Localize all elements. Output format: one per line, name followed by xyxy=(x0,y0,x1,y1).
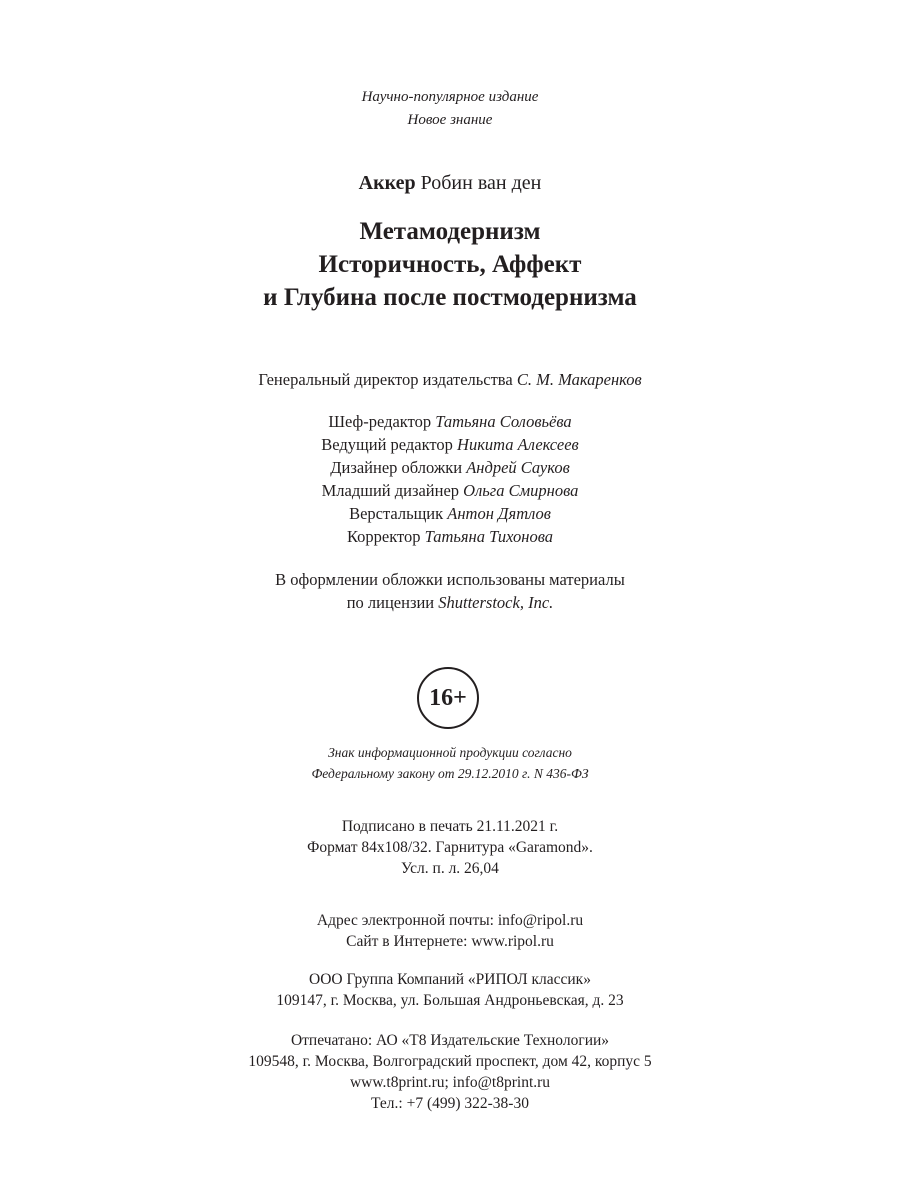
credit-role: Ведущий редактор xyxy=(321,435,453,454)
printed-sheets: Усл. п. л. 26,04 xyxy=(401,860,499,877)
credit-name: Татьяна Соловьёва xyxy=(435,412,572,431)
book-title xyxy=(0,215,900,314)
credit-name: Никита Алексеев xyxy=(457,435,579,454)
series-info xyxy=(0,86,900,132)
printer-phone: Тел.: +7 (499) 322-38-30 xyxy=(371,1095,529,1112)
title-line-2: Историчность, Аффект xyxy=(318,251,582,278)
publisher-contacts xyxy=(0,910,900,952)
printer-address: 109548, г. Москва, Волгоградский проспект, дом 42, корпус 5 xyxy=(248,1053,652,1070)
cover-note-line-2 xyxy=(0,591,900,614)
credits-list xyxy=(0,410,900,548)
credit-proofreader xyxy=(0,525,900,548)
director-name: С. М. Макаренков xyxy=(516,370,642,389)
author-given-names: Робин ван ден xyxy=(420,172,542,194)
credit-name: Татьяна Тихонова xyxy=(424,527,554,546)
author-line xyxy=(0,170,900,196)
license-holder: Shutterstock, Inc. xyxy=(438,593,554,612)
credit-lead-editor xyxy=(0,433,900,456)
credit-role: Шеф-редактор xyxy=(328,412,432,431)
age-rating-badge: 16+ xyxy=(417,667,479,729)
series-name: Новое знание xyxy=(407,112,493,128)
law-note-line-1: Знак информационной продукции согласно xyxy=(328,745,572,760)
publisher-name: ООО Группа Компаний «РИПОЛ классик» xyxy=(309,971,591,988)
credit-role: Дизайнер обложки xyxy=(330,458,463,477)
signed-for-print: Подписано в печать 21.11.2021 г. xyxy=(341,818,559,835)
author-surname: Аккер xyxy=(358,172,416,194)
series-type: Научно-популярное издание xyxy=(361,89,539,105)
cover-note-prefix: по лицензии xyxy=(346,593,435,612)
credit-role: Младший дизайнер xyxy=(321,481,460,500)
credit-cover-designer xyxy=(0,456,900,479)
email-line: Адрес электронной почты: info@ripol.ru xyxy=(316,912,584,929)
general-director xyxy=(0,368,900,392)
print-info xyxy=(0,816,900,879)
cover-note-line-1: В оформлении обложки использованы материалы xyxy=(275,570,625,589)
printer-info xyxy=(0,1030,900,1114)
credit-name: Антон Дятлов xyxy=(447,504,551,523)
info-product-law-note xyxy=(0,742,900,784)
title-line-1: Метамодернизм xyxy=(359,218,541,245)
credit-name: Андрей Сауков xyxy=(466,458,570,477)
law-note-line-2: Федеральному закону от 29.12.2010 г. N 436-ФЗ xyxy=(311,766,589,781)
credit-layout xyxy=(0,502,900,525)
website-line: Сайт в Интернете: www.ripol.ru xyxy=(346,933,554,950)
director-role: Генеральный директор издательства xyxy=(258,370,513,389)
credit-junior-designer xyxy=(0,479,900,502)
publisher-address: 109147, г. Москва, ул. Большая Андроньевская, д. 23 xyxy=(276,992,624,1009)
credit-role: Корректор xyxy=(346,527,421,546)
printer-web: www.t8print.ru; info@t8print.ru xyxy=(349,1074,551,1091)
credit-role: Верстальщик xyxy=(349,504,444,523)
printer-name: Отпечатано: АО «Т8 Издательские Технологии» xyxy=(290,1032,610,1049)
cover-materials-note xyxy=(0,568,900,614)
title-line-3: и Глубина после постмодернизма xyxy=(263,284,637,311)
credit-name: Ольга Смирнова xyxy=(463,481,579,500)
publisher-info xyxy=(0,969,900,1011)
credit-chief-editor xyxy=(0,410,900,433)
format-typeface: Формат 84x108/32. Гарнитура «Garamond». xyxy=(307,839,593,856)
